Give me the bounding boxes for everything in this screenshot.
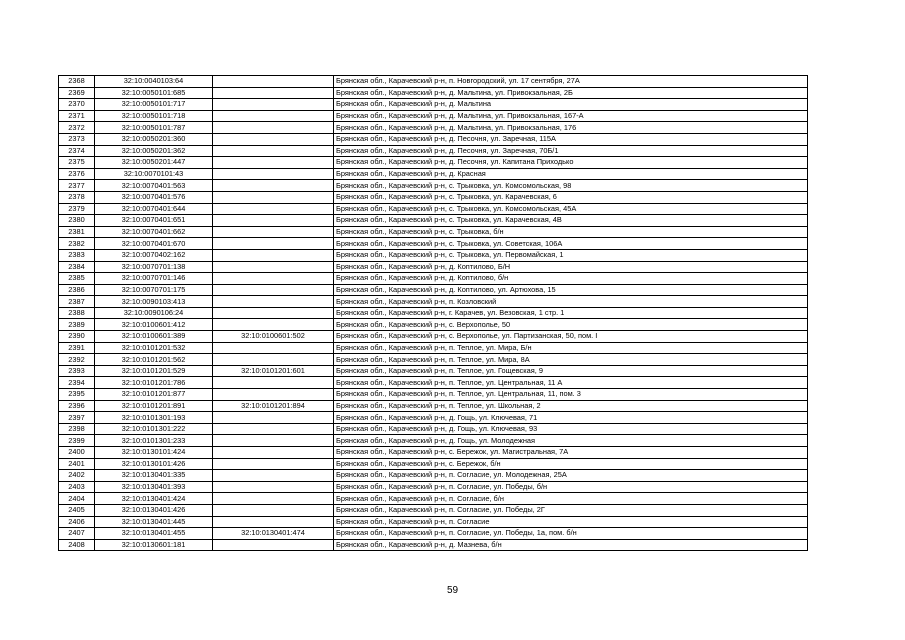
related-cadastral-number-cell — [213, 435, 334, 447]
related-cadastral-number-cell — [213, 168, 334, 180]
cadastral-number-cell: 32:10:0050201:362 — [95, 145, 213, 157]
related-cadastral-number-cell — [213, 145, 334, 157]
address-cell: Брянская обл., Карачевский р-н, п. Теплое, ул. Мира, 8А — [334, 354, 808, 366]
address-cell: Брянская обл., Карачевский р-н, д. Мальтина, ул. Привокзальная, 2Б — [334, 87, 808, 99]
related-cadastral-number-cell: 32:10:0130401:474 — [213, 528, 334, 540]
table-row — [59, 99, 808, 111]
cadastral-number-cell: 32:10:0050201:360 — [95, 133, 213, 145]
row-number-cell: 2396 — [59, 400, 95, 412]
cadastral-number-cell: 32:10:0070401:670 — [95, 238, 213, 250]
address-cell: Брянская обл., Карачевский р-н, п. Новгородский, ул. 17 сентября, 27А — [334, 76, 808, 88]
address-cell: Брянская обл., Карачевский р-н, д. Песочня, ул. Заречная, 115А — [334, 133, 808, 145]
row-number-cell: 2376 — [59, 168, 95, 180]
cadastral-number-cell: 32:10:0101301:233 — [95, 435, 213, 447]
cadastral-number-cell: 32:10:0101201:529 — [95, 365, 213, 377]
table-row — [59, 539, 808, 551]
table-row — [59, 261, 808, 273]
related-cadastral-number-cell — [213, 133, 334, 145]
related-cadastral-number-cell — [213, 99, 334, 111]
related-cadastral-number-cell — [213, 284, 334, 296]
related-cadastral-number-cell — [213, 191, 334, 203]
related-cadastral-number-cell — [213, 215, 334, 227]
row-number-cell: 2397 — [59, 412, 95, 424]
cadastral-number-cell: 32:10:0070401:644 — [95, 203, 213, 215]
table-row — [59, 157, 808, 169]
cadastral-number-cell: 32:10:0101201:877 — [95, 389, 213, 401]
row-number-cell: 2380 — [59, 215, 95, 227]
address-cell: Брянская обл., Карачевский р-н, д. Коптилово, б/н — [334, 273, 808, 285]
cadastral-number-cell: 32:10:0070401:563 — [95, 180, 213, 192]
table-row — [59, 87, 808, 99]
cadastral-number-cell: 32:10:0130401:455 — [95, 528, 213, 540]
row-number-cell: 2369 — [59, 87, 95, 99]
cadastral-number-cell: 32:10:0070701:138 — [95, 261, 213, 273]
cadastral-number-cell: 32:10:0130601:181 — [95, 539, 213, 551]
cadastral-number-cell: 32:10:0101201:891 — [95, 400, 213, 412]
table-row — [59, 249, 808, 261]
related-cadastral-number-cell: 32:10:0101201:601 — [213, 365, 334, 377]
table-row — [59, 412, 808, 424]
row-number-cell: 2398 — [59, 423, 95, 435]
cadastral-number-cell: 32:10:0070401:662 — [95, 226, 213, 238]
row-number-cell: 2384 — [59, 261, 95, 273]
address-cell: Брянская обл., Карачевский р-н, д. Коптилово, Б/Н — [334, 261, 808, 273]
related-cadastral-number-cell — [213, 516, 334, 528]
address-cell: Брянская обл., Карачевский р-н, п. Согласие, ул. Победы, 1а, пом. б/н — [334, 528, 808, 540]
cadastral-number-cell: 32:10:0070701:175 — [95, 284, 213, 296]
row-number-cell: 2386 — [59, 284, 95, 296]
cadastral-number-cell: 32:10:0101301:222 — [95, 423, 213, 435]
address-cell: Брянская обл., Карачевский р-н, с. Бережок, б/н — [334, 458, 808, 470]
table-row — [59, 273, 808, 285]
table-row — [59, 516, 808, 528]
table-row — [59, 296, 808, 308]
table-row — [59, 203, 808, 215]
table-row — [59, 168, 808, 180]
related-cadastral-number-cell — [213, 342, 334, 354]
table-row — [59, 191, 808, 203]
row-number-cell: 2402 — [59, 470, 95, 482]
address-cell: Брянская обл., Карачевский р-н, с. Верхополье, 50 — [334, 319, 808, 331]
row-number-cell: 2383 — [59, 249, 95, 261]
related-cadastral-number-cell — [213, 249, 334, 261]
table-row — [59, 180, 808, 192]
table-row — [59, 145, 808, 157]
row-number-cell: 2392 — [59, 354, 95, 366]
cadastral-number-cell: 32:10:0050101:717 — [95, 99, 213, 111]
cadastral-number-cell: 32:10:0050101:685 — [95, 87, 213, 99]
row-number-cell: 2388 — [59, 307, 95, 319]
cadastral-number-cell: 32:10:0101301:193 — [95, 412, 213, 424]
cadastral-number-cell: 32:10:0101201:786 — [95, 377, 213, 389]
cadastral-number-cell: 32:10:0130101:426 — [95, 458, 213, 470]
related-cadastral-number-cell — [213, 296, 334, 308]
table-row — [59, 493, 808, 505]
related-cadastral-number-cell — [213, 412, 334, 424]
table-row — [59, 400, 808, 412]
cadastral-number-cell: 32:10:0070401:651 — [95, 215, 213, 227]
table-row — [59, 319, 808, 331]
address-cell: Брянская обл., Карачевский р-н, с. Верхополье, ул. Партизанская, 50, пом. I — [334, 331, 808, 343]
table-row — [59, 447, 808, 459]
table-row — [59, 122, 808, 134]
cadastral-number-cell: 32:10:0070402:162 — [95, 249, 213, 261]
address-cell: Брянская обл., Карачевский р-н, д. Песочня, ул. Капитана Приходько — [334, 157, 808, 169]
row-number-cell: 2406 — [59, 516, 95, 528]
table-row — [59, 377, 808, 389]
related-cadastral-number-cell — [213, 76, 334, 88]
row-number-cell: 2378 — [59, 191, 95, 203]
cadastral-number-cell: 32:10:0101201:562 — [95, 354, 213, 366]
address-cell: Брянская обл., Карачевский р-н, с. Трыковка, б/н — [334, 226, 808, 238]
cadastral-number-cell: 32:10:0130401:426 — [95, 504, 213, 516]
related-cadastral-number-cell — [213, 157, 334, 169]
row-number-cell: 2389 — [59, 319, 95, 331]
related-cadastral-number-cell — [213, 122, 334, 134]
row-number-cell: 2370 — [59, 99, 95, 111]
table-row — [59, 331, 808, 343]
cadastral-number-cell: 32:10:0070401:576 — [95, 191, 213, 203]
table-row — [59, 215, 808, 227]
cadastral-number-cell: 32:10:0130401:393 — [95, 481, 213, 493]
row-number-cell: 2373 — [59, 133, 95, 145]
related-cadastral-number-cell — [213, 261, 334, 273]
registry-table-body — [59, 76, 808, 551]
related-cadastral-number-cell — [213, 226, 334, 238]
related-cadastral-number-cell — [213, 504, 334, 516]
cadastral-number-cell: 32:10:0100601:412 — [95, 319, 213, 331]
row-number-cell: 2372 — [59, 122, 95, 134]
table-row — [59, 423, 808, 435]
cadastral-number-cell: 32:10:0070701:146 — [95, 273, 213, 285]
row-number-cell: 2385 — [59, 273, 95, 285]
table-row — [59, 470, 808, 482]
address-cell: Брянская обл., Карачевский р-н, д. Гощь, ул. Ключевая, 71 — [334, 412, 808, 424]
page-number: 59 — [446, 585, 459, 596]
address-cell: Брянская обл., Карачевский р-н, с. Трыковка, ул. Комсомольская, 98 — [334, 180, 808, 192]
address-cell: Брянская обл., Карачевский р-н, п. Теплое, ул. Центральная, 11, пом. 3 — [334, 389, 808, 401]
address-cell: Брянская обл., Карачевский р-н, п. Согласие, ул. Молодежная, 25А — [334, 470, 808, 482]
address-cell: Брянская обл., Карачевский р-н, с. Трыковка, ул. Советская, 106А — [334, 238, 808, 250]
related-cadastral-number-cell: 32:10:0100601:502 — [213, 331, 334, 343]
row-number-cell: 2368 — [59, 76, 95, 88]
address-cell: Брянская обл., Карачевский р-н, п. Теплое, ул. Мира, Б/н — [334, 342, 808, 354]
table-row — [59, 389, 808, 401]
address-cell: Брянская обл., Карачевский р-н, д. Гощь, ул. Ключевая, 93 — [334, 423, 808, 435]
property-registry-table — [58, 75, 808, 551]
address-cell: Брянская обл., Карачевский р-н, п. Теплое, ул. Центральная, 11 А — [334, 377, 808, 389]
row-number-cell: 2371 — [59, 110, 95, 122]
address-cell: Брянская обл., Карачевский р-н, д. Мальтина — [334, 99, 808, 111]
address-cell: Брянская обл., Карачевский р-н, д. Мазнева, б/н — [334, 539, 808, 551]
related-cadastral-number-cell — [213, 180, 334, 192]
row-number-cell: 2401 — [59, 458, 95, 470]
row-number-cell: 2375 — [59, 157, 95, 169]
cadastral-number-cell: 32:10:0050101:718 — [95, 110, 213, 122]
related-cadastral-number-cell — [213, 377, 334, 389]
row-number-cell: 2408 — [59, 539, 95, 551]
address-cell: Брянская обл., Карачевский р-н, п. Теплое, ул. Школьная, 2 — [334, 400, 808, 412]
address-cell: Брянская обл., Карачевский р-н, п. Козловский — [334, 296, 808, 308]
address-cell: Брянская обл., Карачевский р-н, д. Мальтина, ул. Привокзальная, 176 — [334, 122, 808, 134]
table-row — [59, 76, 808, 88]
related-cadastral-number-cell — [213, 110, 334, 122]
table-row — [59, 435, 808, 447]
cadastral-number-cell: 32:10:0090103:413 — [95, 296, 213, 308]
table-row — [59, 528, 808, 540]
row-number-cell: 2407 — [59, 528, 95, 540]
cadastral-number-cell: 32:10:0070101:43 — [95, 168, 213, 180]
table-row — [59, 307, 808, 319]
cadastral-number-cell: 32:10:0130101:424 — [95, 447, 213, 459]
table-row — [59, 238, 808, 250]
table-row — [59, 284, 808, 296]
row-number-cell: 2403 — [59, 481, 95, 493]
address-cell: Брянская обл., Карачевский р-н, с. Трыковка, ул. Комсомольская, 45А — [334, 203, 808, 215]
related-cadastral-number-cell — [213, 481, 334, 493]
table-row — [59, 226, 808, 238]
row-number-cell: 2394 — [59, 377, 95, 389]
address-cell: Брянская обл., Карачевский р-н, с. Бережок, ул. Магистральная, 7А — [334, 447, 808, 459]
related-cadastral-number-cell — [213, 273, 334, 285]
address-cell: Брянская обл., Карачевский р-н, п. Теплое, ул. Гощевская, 9 — [334, 365, 808, 377]
cadastral-number-cell: 32:10:0130401:445 — [95, 516, 213, 528]
address-cell: Брянская обл., Карачевский р-н, с. Трыковка, ул. Первомайская, 1 — [334, 249, 808, 261]
cadastral-number-cell: 32:10:0100601:389 — [95, 331, 213, 343]
related-cadastral-number-cell — [213, 238, 334, 250]
address-cell: Брянская обл., Карачевский р-н, д. Песочня, ул. Заречная, 70Б/1 — [334, 145, 808, 157]
related-cadastral-number-cell — [213, 319, 334, 331]
table-row — [59, 133, 808, 145]
cadastral-number-cell: 32:10:0130401:424 — [95, 493, 213, 505]
cadastral-number-cell: 32:10:0130401:335 — [95, 470, 213, 482]
address-cell: Брянская обл., Карачевский р-н, п. Согласие, б/н — [334, 493, 808, 505]
related-cadastral-number-cell — [213, 389, 334, 401]
related-cadastral-number-cell — [213, 307, 334, 319]
address-cell: Брянская обл., Карачевский р-н, г. Карачев, ул. Везовская, 1 стр. 1 — [334, 307, 808, 319]
table-row — [59, 504, 808, 516]
cadastral-number-cell: 32:10:0050101:787 — [95, 122, 213, 134]
row-number-cell: 2405 — [59, 504, 95, 516]
row-number-cell: 2395 — [59, 389, 95, 401]
row-number-cell: 2377 — [59, 180, 95, 192]
address-cell: Брянская обл., Карачевский р-н, д. Красная — [334, 168, 808, 180]
address-cell: Брянская обл., Карачевский р-н, п. Согласие, ул. Победы, б/н — [334, 481, 808, 493]
row-number-cell: 2393 — [59, 365, 95, 377]
related-cadastral-number-cell — [213, 447, 334, 459]
row-number-cell: 2381 — [59, 226, 95, 238]
row-number-cell: 2399 — [59, 435, 95, 447]
address-cell: Брянская обл., Карачевский р-н, д. Гощь, ул. Молодежная — [334, 435, 808, 447]
table-row — [59, 354, 808, 366]
row-number-cell: 2387 — [59, 296, 95, 308]
related-cadastral-number-cell — [213, 539, 334, 551]
related-cadastral-number-cell: 32:10:0101201:894 — [213, 400, 334, 412]
cadastral-number-cell: 32:10:0101201:532 — [95, 342, 213, 354]
related-cadastral-number-cell — [213, 354, 334, 366]
table-row — [59, 342, 808, 354]
address-cell: Брянская обл., Карачевский р-н, с. Трыковка, ул. Карачевская, 4В — [334, 215, 808, 227]
address-cell: Брянская обл., Карачевский р-н, п. Согласие, ул. Победы, 2Г — [334, 504, 808, 516]
related-cadastral-number-cell — [213, 203, 334, 215]
related-cadastral-number-cell — [213, 87, 334, 99]
cadastral-number-cell: 32:10:0040103:64 — [95, 76, 213, 88]
row-number-cell: 2374 — [59, 145, 95, 157]
table-row — [59, 365, 808, 377]
cadastral-number-cell: 32:10:0050201:447 — [95, 157, 213, 169]
related-cadastral-number-cell — [213, 423, 334, 435]
cadastral-number-cell: 32:10:0090106:24 — [95, 307, 213, 319]
table-row — [59, 110, 808, 122]
address-cell: Брянская обл., Карачевский р-н, д. Мальтина, ул. Привокзальная, 167-А — [334, 110, 808, 122]
row-number-cell: 2390 — [59, 331, 95, 343]
related-cadastral-number-cell — [213, 458, 334, 470]
address-cell: Брянская обл., Карачевский р-н, д. Коптилово, ул. Артюхова, 15 — [334, 284, 808, 296]
table-row — [59, 458, 808, 470]
address-cell: Брянская обл., Карачевский р-н, с. Трыковка, ул. Карачевская, 6 — [334, 191, 808, 203]
address-cell: Брянская обл., Карачевский р-н, п. Согласие — [334, 516, 808, 528]
related-cadastral-number-cell — [213, 493, 334, 505]
row-number-cell: 2382 — [59, 238, 95, 250]
row-number-cell: 2391 — [59, 342, 95, 354]
row-number-cell: 2404 — [59, 493, 95, 505]
related-cadastral-number-cell — [213, 470, 334, 482]
table-row — [59, 481, 808, 493]
row-number-cell: 2400 — [59, 447, 95, 459]
row-number-cell: 2379 — [59, 203, 95, 215]
